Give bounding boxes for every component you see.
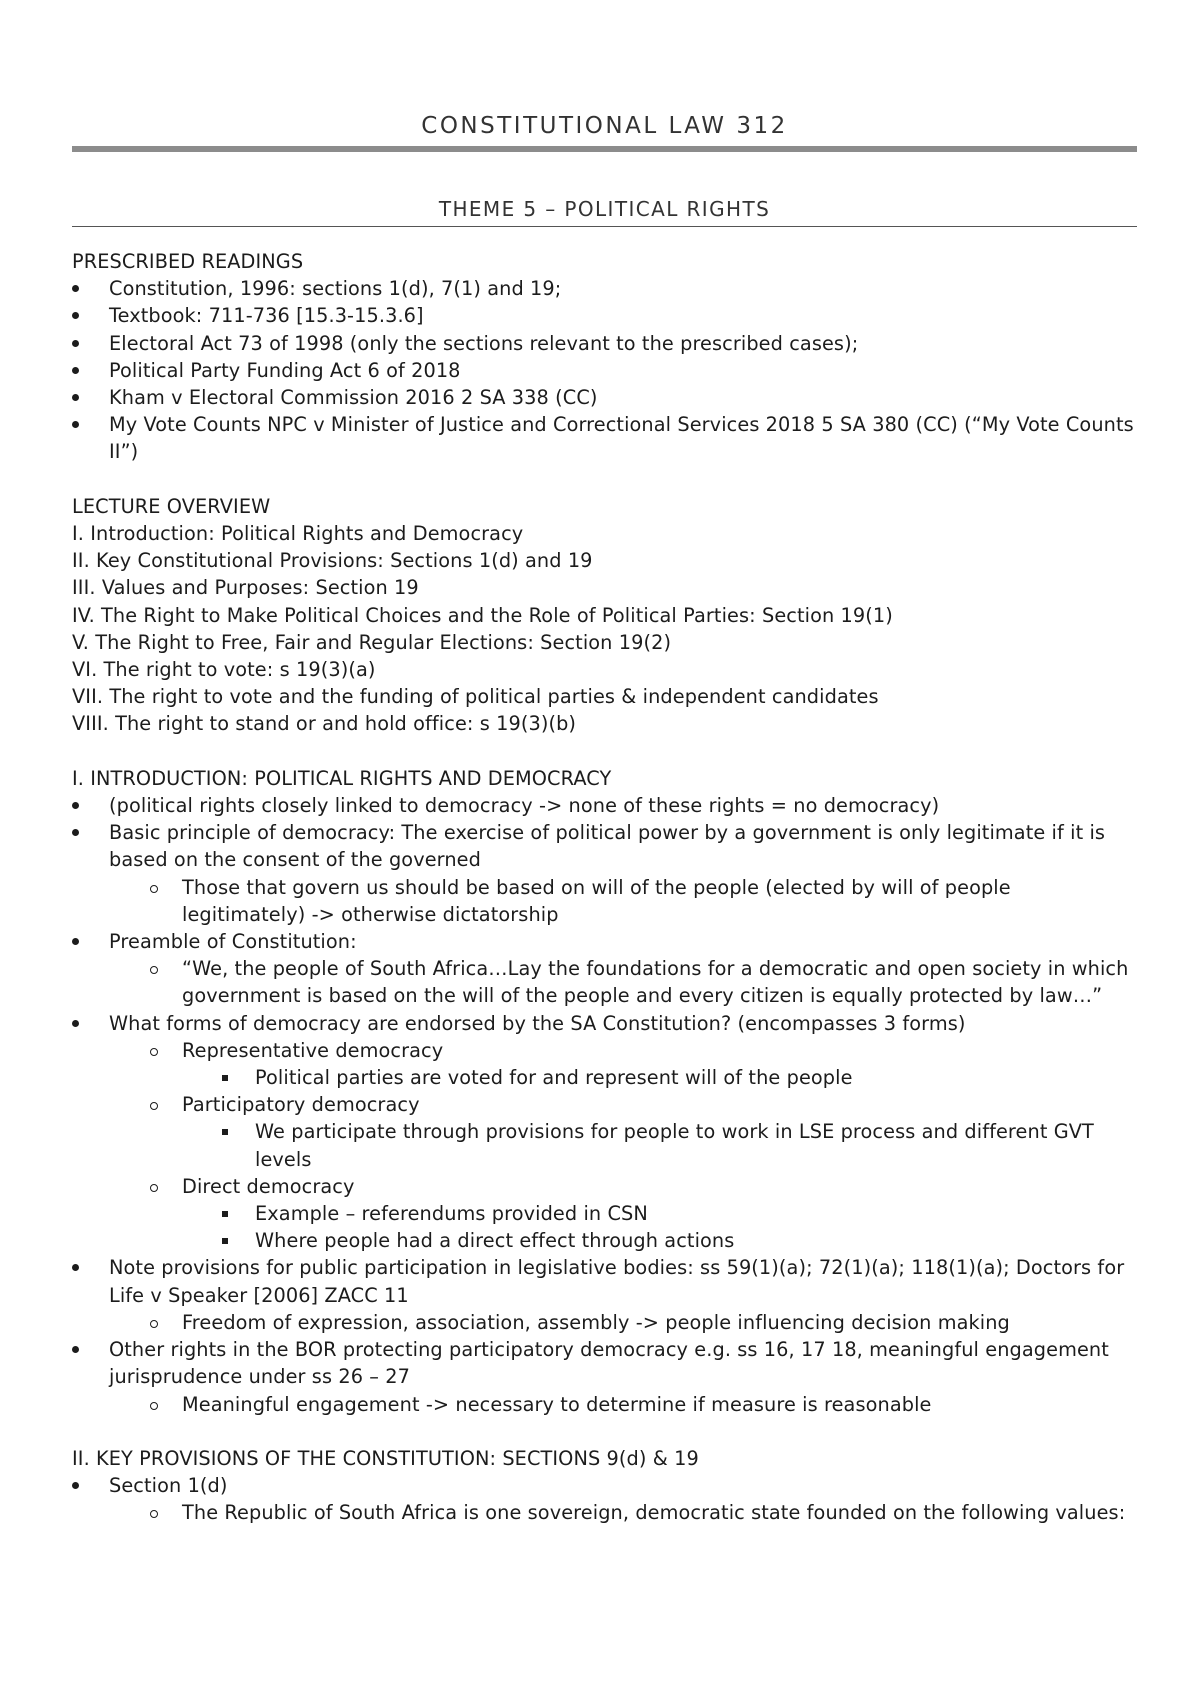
bullet-icon xyxy=(72,312,79,319)
bullet-icon xyxy=(72,829,79,836)
sub-sub-list-item: Example – referendums provided in CSN xyxy=(72,1200,1137,1227)
reading-item: Textbook: 711-736 [15.3-15.3.6] xyxy=(72,302,1137,329)
reading-item: Electoral Act 73 of 1998 (only the sections relevant to the prescribed cases); xyxy=(72,330,1137,357)
sub-list-item: “We, the people of South Africa…Lay the foundations for a democratic and open society in which government is based on the will of the people and every citizen is equally protected by law…” xyxy=(72,955,1137,1009)
reading-item: My Vote Counts NPC v Minister of Justice and Correctional Services 2018 5 SA 380 (CC) (“My Vote Counts II”) xyxy=(72,411,1137,465)
sub-list-item: Representative democracy xyxy=(72,1037,1137,1064)
circle-bullet-icon xyxy=(150,1102,158,1110)
circle-bullet-icon xyxy=(150,1510,158,1518)
theme-heading: THEME 5 – POLITICAL RIGHTS xyxy=(438,197,771,221)
overview-item: III. Values and Purposes: Section 19 xyxy=(72,576,419,600)
bullet-icon xyxy=(72,802,79,809)
bullet-icon xyxy=(72,1482,79,1489)
square-bullet-icon xyxy=(222,1238,228,1244)
list-item: (political rights closely linked to democracy -> none of these rights = no democracy) xyxy=(72,792,1137,819)
bullet-icon xyxy=(72,938,79,945)
bullet-icon xyxy=(72,1264,79,1271)
circle-bullet-icon xyxy=(150,1402,158,1410)
document-body xyxy=(72,248,1137,1527)
circle-bullet-icon xyxy=(150,885,158,893)
sub-list-item: Meaningful engagement -> necessary to determine if measure is reasonable xyxy=(72,1391,1137,1418)
intro-heading: I. INTRODUCTION: POLITICAL RIGHTS AND DEMOCRACY xyxy=(72,766,612,790)
list-item: Section 1(d) xyxy=(72,1472,1137,1499)
title-divider xyxy=(72,146,1137,152)
circle-bullet-icon xyxy=(150,966,158,974)
reading-item: Kham v Electoral Commission 2016 2 SA 338 (CC) xyxy=(72,384,1137,411)
bullet-icon xyxy=(72,421,79,428)
readings-heading: PRESCRIBED READINGS xyxy=(72,250,304,273)
sub-sub-list-item: Where people had a direct effect through actions xyxy=(72,1227,1137,1254)
square-bullet-icon xyxy=(222,1211,228,1217)
key-provisions-heading: II. KEY PROVISIONS OF THE CONSTITUTION: SECTIONS 9(d) & 19 xyxy=(72,1446,699,1470)
overview-item: VIII. The right to stand or and hold office: s 19(3)(b) xyxy=(72,712,577,736)
bullet-icon xyxy=(72,285,79,292)
list-item: Other rights in the BOR protecting participatory democracy e.g. ss 16, 17 18, meaningful engagement jurisprudence under ss 26 – 27 xyxy=(72,1336,1137,1390)
list-item: Note provisions for public participation in legislative bodies: ss 59(1)(a); 72(1)(a); 118(1)(a); Doctors for Life v Speaker [2006] ZACC 11 xyxy=(72,1254,1137,1308)
overview-item: VI. The right to vote: s 19(3)(a) xyxy=(72,658,376,682)
overview-item: II. Key Constitutional Provisions: Sections 1(d) and 19 xyxy=(72,549,593,573)
list-item: What forms of democracy are endorsed by the SA Constitution? (encompasses 3 forms) xyxy=(72,1010,1137,1037)
overview-item: VII. The right to vote and the funding of political parties & independent candidates xyxy=(72,685,879,709)
list-item: Basic principle of democracy: The exercise of political power by a government is only legitimate if it is based on the consent of the governed xyxy=(72,819,1137,873)
reading-item: Constitution, 1996: sections 1(d), 7(1) and 19; xyxy=(72,275,1137,302)
square-bullet-icon xyxy=(222,1075,228,1081)
bullet-icon xyxy=(72,340,79,347)
overview-item: V. The Right to Free, Fair and Regular Elections: Section 19(2) xyxy=(72,630,672,654)
sub-list-item: Direct democracy xyxy=(72,1173,1137,1200)
bullet-icon xyxy=(72,394,79,401)
circle-bullet-icon xyxy=(150,1048,158,1056)
sub-list-item: Participatory democracy xyxy=(72,1091,1137,1118)
theme-divider xyxy=(72,226,1137,227)
circle-bullet-icon xyxy=(150,1320,158,1328)
sub-sub-list-item: We participate through provisions for people to work in LSE process and different GVT levels xyxy=(72,1118,1137,1172)
reading-item: Political Party Funding Act 6 of 2018 xyxy=(72,357,1137,384)
sub-sub-list-item: Political parties are voted for and represent will of the people xyxy=(72,1064,1137,1091)
document-title: CONSTITUTIONAL LAW 312 xyxy=(421,113,788,139)
square-bullet-icon xyxy=(222,1129,228,1135)
bullet-icon xyxy=(72,1020,79,1027)
sub-list-item: Those that govern us should be based on will of the people (elected by will of people legitimately) -> otherwise dictatorship xyxy=(72,874,1137,928)
bullet-icon xyxy=(72,1346,79,1353)
overview-item: IV. The Right to Make Political Choices and the Role of Political Parties: Section 19(1) xyxy=(72,603,893,627)
overview-heading: LECTURE OVERVIEW xyxy=(72,494,271,518)
sub-list-item: The Republic of South Africa is one sovereign, democratic state founded on the following values: xyxy=(72,1499,1137,1526)
list-item: Preamble of Constitution: xyxy=(72,928,1137,955)
bullet-icon xyxy=(72,367,79,374)
sub-list-item: Freedom of expression, association, assembly -> people influencing decision making xyxy=(72,1309,1137,1336)
overview-item: I. Introduction: Political Rights and Democracy xyxy=(72,522,524,546)
circle-bullet-icon xyxy=(150,1184,158,1192)
